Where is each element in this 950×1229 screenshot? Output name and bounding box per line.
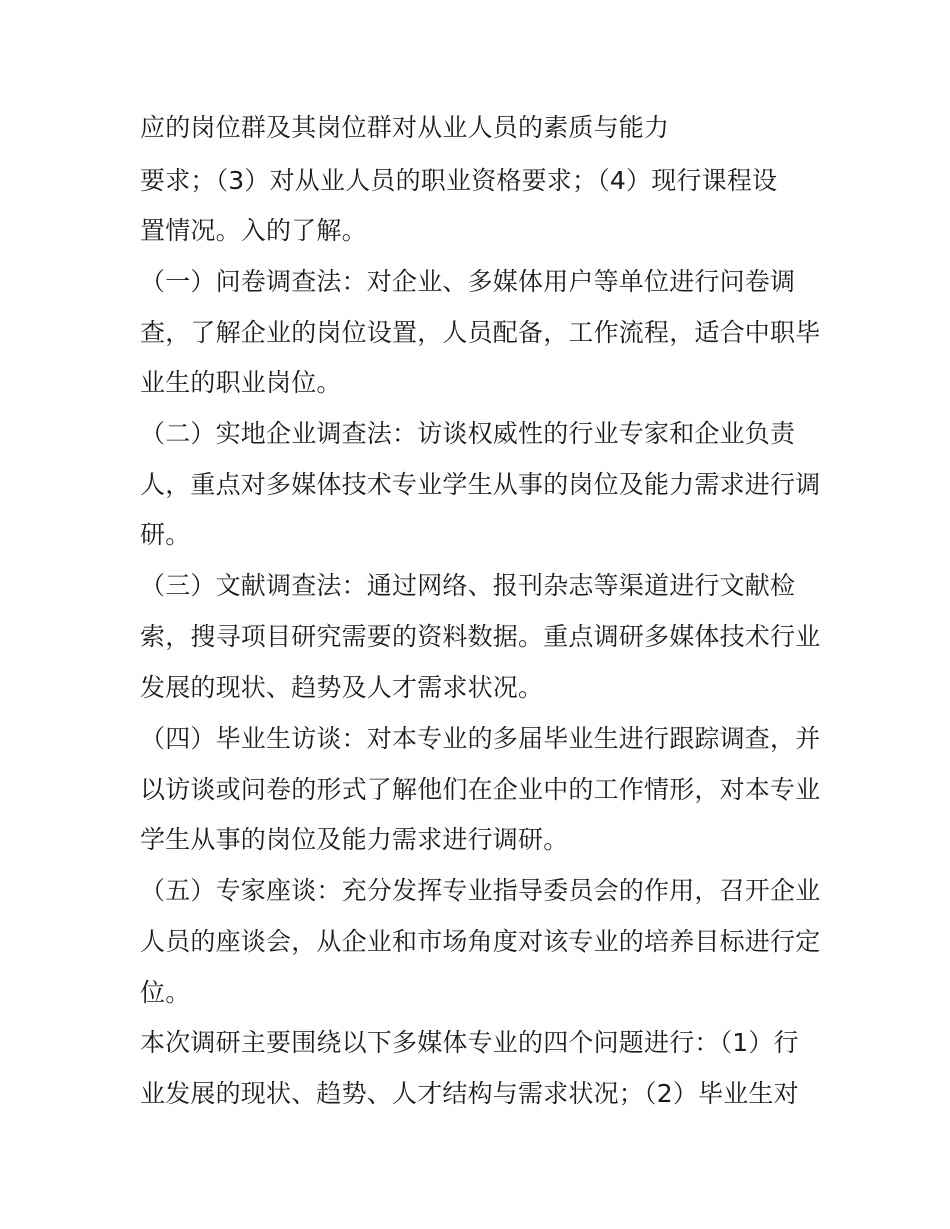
text-line: 人，重点对多媒体技术专业学生从事的岗位及能力需求进行调 xyxy=(140,470,821,499)
text-line: 应的岗位群及其岗位群对从业人员的素质与能力 xyxy=(140,113,670,142)
text-line: 置情况。入的了解。 xyxy=(140,216,367,245)
text-line: 业生的职业岗位。 xyxy=(140,368,342,397)
text-line: 发展的现状、趋势及人才需求状况。 xyxy=(140,673,544,702)
text-line: 以访谈或问卷的形式了解他们在企业中的工作情形，对本专业 xyxy=(140,775,821,804)
text-line: 位。 xyxy=(140,978,191,1007)
text-line: 研。 xyxy=(140,520,191,549)
text-line: （四）毕业生访谈：对本专业的多届毕业生进行跟踪调查，并 xyxy=(140,724,821,753)
text-line: （一）问卷调查法：对企业、多媒体用户等单位进行问卷调 xyxy=(140,267,796,296)
text-line: （三）文献调查法：通过网络、报刊杂志等渠道进行文献检 xyxy=(140,571,796,600)
text-line: 人员的座谈会，从企业和市场角度对该专业的培养目标进行定 xyxy=(140,927,821,956)
text-line: 查，了解企业的岗位设置，人员配备，工作流程，适合中职毕 xyxy=(140,318,821,347)
text-line: （五）专家座谈：充分发挥专业指导委员会的作用，召开企业 xyxy=(140,876,821,905)
text-line: 本次调研主要围绕以下多媒体专业的四个问题进行：（1）行 xyxy=(140,1028,799,1057)
text-line: 要求；（3）对从业人员的职业资格要求；（4）现行课程设 xyxy=(140,166,778,195)
text-line: 业发展的现状、趋势、人才结构与需求状况；（2）毕业生对 xyxy=(140,1079,799,1108)
text-line: （二）实地企业调查法：访谈权威性的行业专家和企业负责 xyxy=(140,419,796,448)
text-line: 学生从事的岗位及能力需求进行调研。 xyxy=(140,825,569,854)
text-line: 索，搜寻项目研究需要的资料数据。重点调研多媒体技术行业 xyxy=(140,622,821,651)
